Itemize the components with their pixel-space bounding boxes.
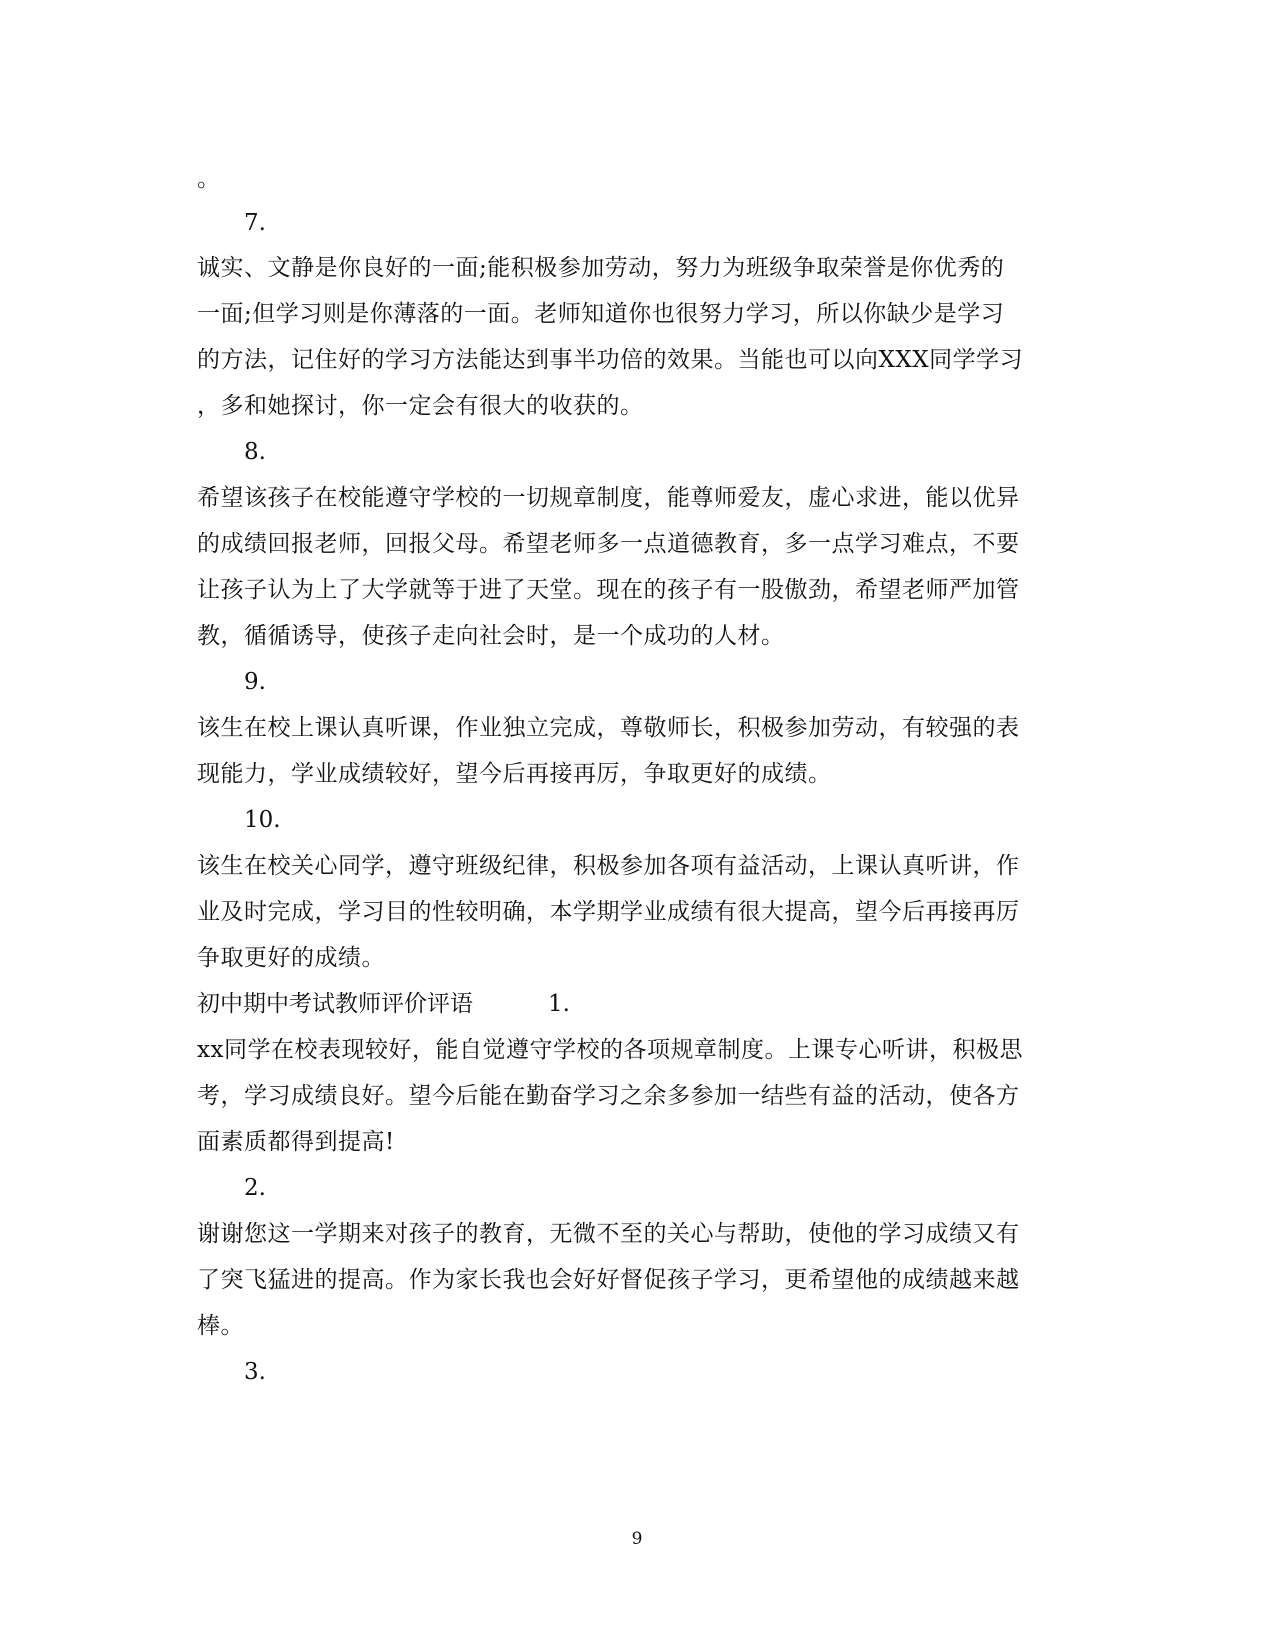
item-number-8: 8. bbox=[244, 439, 266, 465]
section-title: 初中期中考试教师评价评语 bbox=[197, 991, 473, 1017]
paragraph-10-line-2: 业及时完成，学习目的性较明确，本学期学业成绩有很大提高，望今后再接再厉 bbox=[197, 899, 1020, 925]
paragraph-8-line-2: 的成绩回报老师，回报父母。希望老师多一点道德教育，多一点学习难点，不要 bbox=[197, 531, 1020, 557]
paragraph-8-line-3: 让孩子认为上了大学就等于进了天堂。现在的孩子有一股傲劲，希望老师严加管 bbox=[197, 577, 1020, 603]
section-paragraph-2-line-1: 谢谢您这一学期来对孩子的教育，无微不至的关心与帮助，使他的学习成绩又有 bbox=[197, 1221, 1020, 1247]
paragraph-7-line-2: 一面;但学习则是你薄落的一面。老师知道你也很努力学习，所以你缺少是学习 bbox=[197, 301, 1005, 327]
paragraph-9-line-2: 现能力，学业成绩较好，望今后再接再厉，争取更好的成绩。 bbox=[197, 761, 832, 787]
section-item-number-1: 1. bbox=[548, 991, 570, 1017]
section-paragraph-2-line-3: 棒。 bbox=[197, 1313, 244, 1339]
section-paragraph-1-line-2: 考，学习成绩良好。望今后能在勤奋学习之余多参加一结些有益的活动，使各方 bbox=[197, 1083, 1020, 1109]
section-item-number-2: 2. bbox=[244, 1175, 266, 1201]
paragraph-10-line-1: 该生在校关心同学，遵守班级纪律，积极参加各项有益活动，上课认真听讲，作 bbox=[197, 853, 1020, 879]
section-paragraph-1-line-3: 面素质都得到提高! bbox=[197, 1129, 395, 1155]
paragraph-7-line-1: 诚实、文静是你良好的一面;能积极参加劳动，努力为班级争取荣誉是你优秀的 bbox=[197, 255, 1005, 281]
leading-punctuation: 。 bbox=[197, 166, 221, 192]
section-paragraph-2-line-2: 了突飞猛进的提高。作为家长我也会好好督促孩子学习，更希望他的成绩越来越 bbox=[197, 1267, 1020, 1293]
paragraph-10-line-3: 争取更好的成绩。 bbox=[197, 945, 385, 971]
paragraph-8-line-4: 教，循循诱导，使孩子走向社会时，是一个成功的人材。 bbox=[197, 623, 785, 649]
item-number-9: 9. bbox=[244, 669, 266, 695]
item-number-7: 7. bbox=[244, 210, 266, 236]
section-paragraph-1-line-1: xx同学在校表现较好，能自觉遵守学校的各项规章制度。上课专心听讲，积极思 bbox=[197, 1037, 1023, 1063]
item-number-10: 10. bbox=[244, 807, 281, 833]
paragraph-8-line-1: 希望该孩子在校能遵守学校的一切规章制度，能尊师爱友，虚心求进，能以优异 bbox=[197, 485, 1020, 511]
section-item-number-3: 3. bbox=[244, 1359, 266, 1385]
paragraph-7-line-4: ，多和她探讨，你一定会有很大的收获的。 bbox=[197, 393, 644, 419]
page-number: 9 bbox=[631, 1529, 643, 1549]
paragraph-9-line-1: 该生在校上课认真听课，作业独立完成，尊敬师长，积极参加劳动，有较强的表 bbox=[197, 715, 1020, 741]
section-heading bbox=[197, 989, 570, 1019]
paragraph-7-line-3: 的方法，记住好的学习方法能达到事半功倍的效果。当能也可以向XXX同学学习 bbox=[197, 347, 1024, 373]
